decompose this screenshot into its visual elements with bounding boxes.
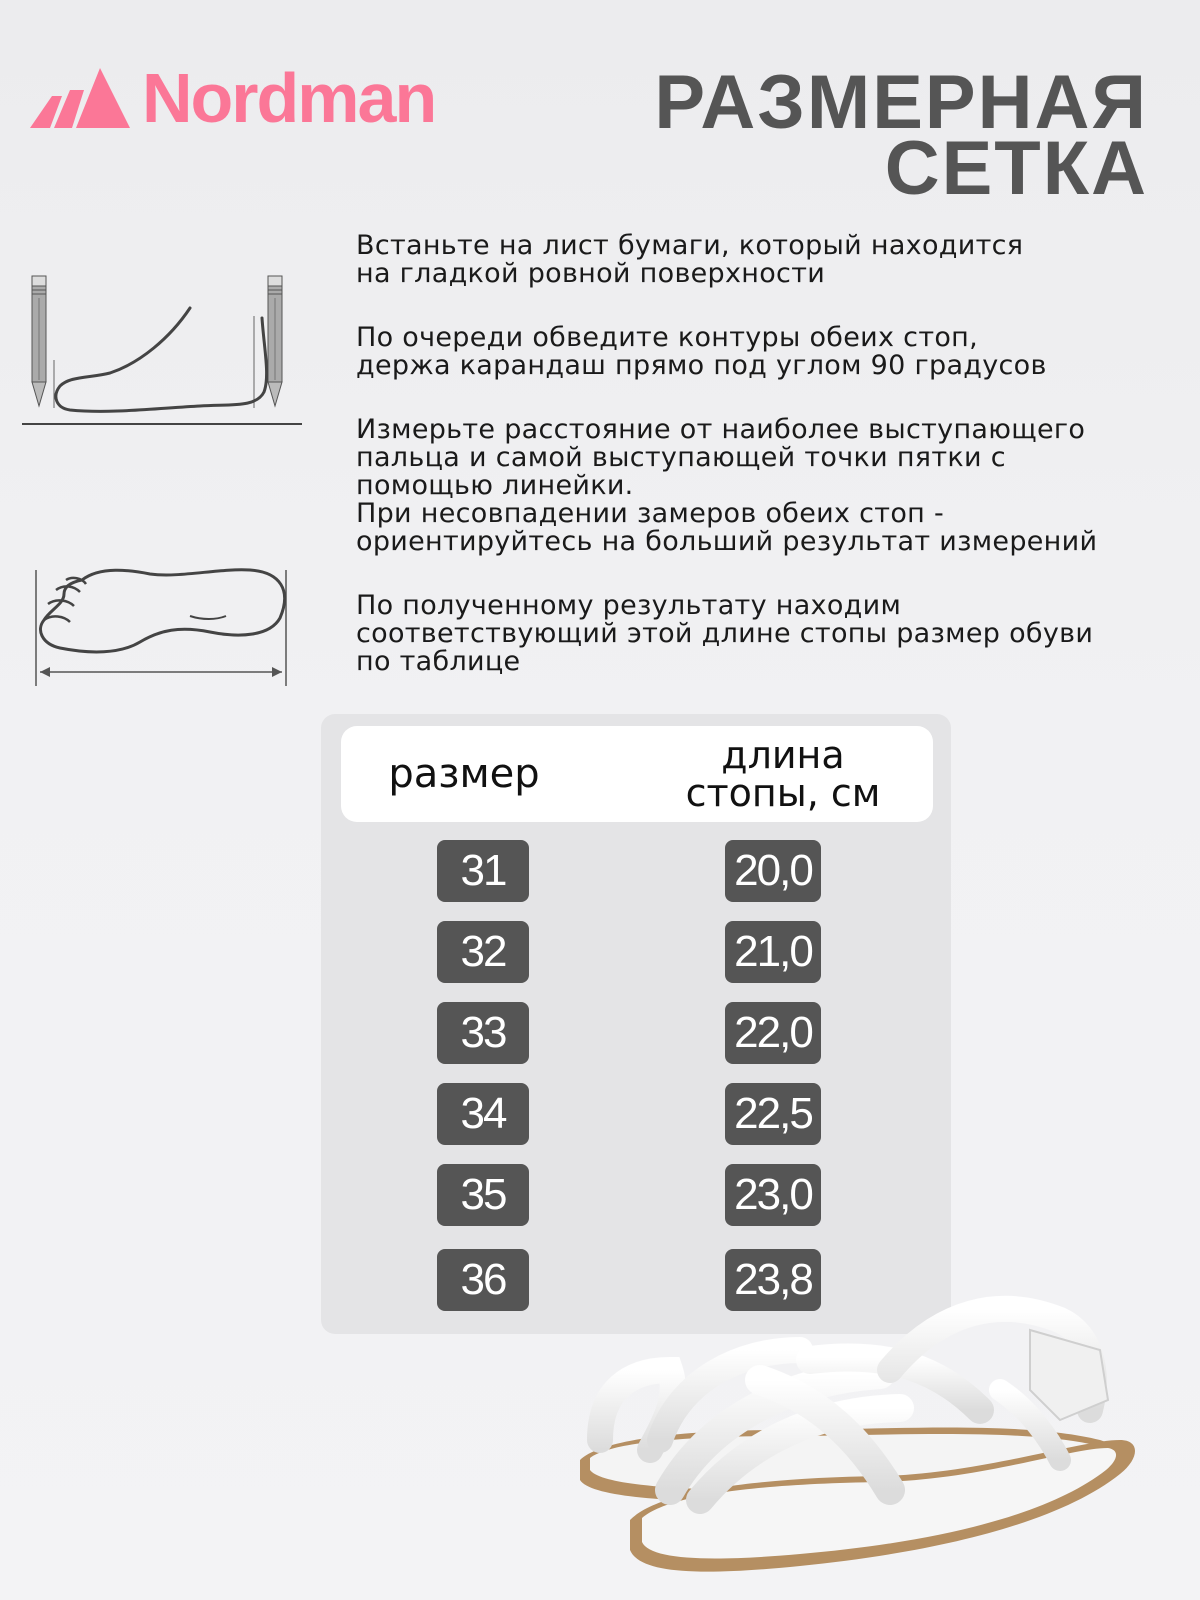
page-title	[654, 60, 1148, 211]
length-cell: 23,8	[725, 1249, 821, 1311]
size-table-rows	[321, 840, 951, 1330]
table-row	[321, 1164, 951, 1245]
instruction-step-4: По полученному результату находим соответствующий этой длине стопы размер обуви по таблице	[356, 590, 1094, 677]
size-cell: 35	[437, 1164, 529, 1226]
header-foot-length: длина стопы, см	[685, 733, 881, 815]
foot-sole-illustration	[30, 560, 300, 690]
title-line-1: РАЗМЕРНАЯ	[654, 60, 1148, 145]
size-cell: 36	[437, 1249, 529, 1311]
title-line-2: СЕТКА	[884, 126, 1148, 211]
size-table-header	[341, 726, 933, 822]
instruction-step-2: По очереди обведите контуры обеих стоп, держа карандаш прямо под углом 90 градусов	[356, 322, 1047, 381]
right-pencil-icon	[268, 276, 282, 406]
instruction-step-1: Встаньте на лист бумаги, который находится на гладкой ровной поверхности	[356, 230, 1024, 289]
length-cell: 20,0	[725, 840, 821, 902]
table-row	[321, 1083, 951, 1164]
size-cell: 32	[437, 921, 529, 983]
foot-tracing-illustration	[20, 268, 310, 428]
size-cell: 31	[437, 840, 529, 902]
table-row	[321, 921, 951, 1002]
size-cell: 33	[437, 1002, 529, 1064]
instruction-step-3: Измерьте расстояние от наиболее выступающего пальца и самой выступающей точки пятки с помощью линейки. При несовпадении замеров обеих стоп - ориентируйтесь на больший результат измерений	[356, 414, 1098, 557]
brand-name: Nordman	[142, 59, 436, 137]
brand-logo	[30, 59, 500, 137]
table-row	[321, 840, 951, 921]
table-row	[321, 1002, 951, 1083]
instructions-list	[356, 232, 1186, 676]
header-size: размер	[388, 751, 540, 797]
sandal-product-image	[560, 1290, 1160, 1600]
length-cell: 22,5	[725, 1083, 821, 1145]
length-cell: 22,0	[725, 1002, 821, 1064]
length-cell: 23,0	[725, 1164, 821, 1226]
left-pencil-icon	[32, 276, 46, 406]
foot-sole-outline	[41, 570, 285, 652]
size-cell: 34	[437, 1083, 529, 1145]
size-table	[321, 714, 951, 1334]
foot-side-outline	[56, 308, 267, 411]
nordman-mountain-icon	[30, 66, 140, 130]
length-cell: 21,0	[725, 921, 821, 983]
